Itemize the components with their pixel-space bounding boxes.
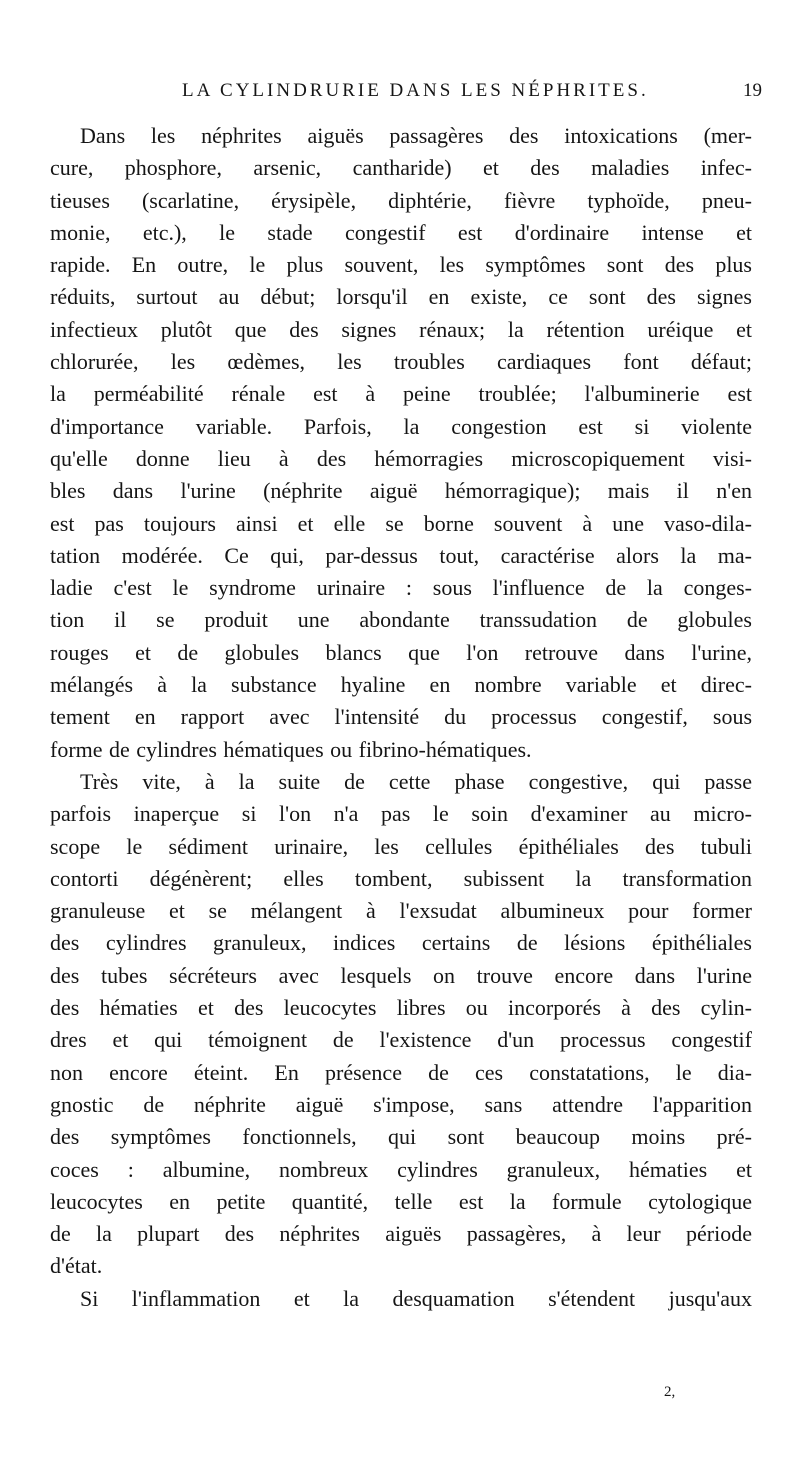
text-line: de la plupart des néphrites aiguës passagères, à leur période [50,1221,752,1247]
text-line: monie, etc.), le stade congestif est d'ordinaire intense et [50,219,752,245]
text-line: non encore éteint. En présence de ces constatations, le dia- [50,1059,752,1085]
text-line: chlorurée, les œdèmes, les troubles cardiaques font défaut; [50,349,752,375]
text-line: d'état. [50,1253,103,1279]
body-text [50,120,752,1315]
text-line: rouges et de globules blancs que l'on retrouve dans l'urine, [50,639,752,665]
text-line: parfois inaperçue si l'on n'a pas le soin d'examiner au micro- [50,801,752,827]
text-line: forme de cylindres hématiques ou fibrino-hématiques. [50,736,532,762]
text-line: mélangés à la substance hyaline en nombre variable et direc- [50,672,752,698]
text-line: d'importance variable. Parfois, la congestion est si violente [50,413,752,439]
page-header [182,80,762,110]
text-line: tieuses (scarlatine, érysipèle, diphtérie, fièvre typhoïde, pneu- [50,187,752,213]
text-line: ladie c'est le syndrome urinaire : sous l'influence de la conges- [50,575,752,601]
text-line: tement en rapport avec l'intensité du processus congestif, sous [50,704,752,730]
text-line: dres et qui témoignent de l'existence d'un processus congestif [50,1027,752,1053]
signature-mark: 2, [664,1384,676,1400]
text-line: bles dans l'urine (néphrite aiguë hémorragique); mais il n'en [50,478,752,504]
text-line: scope le sédiment urinaire, les cellules épithéliales des tubuli [50,833,752,859]
text-line: gnostic de néphrite aiguë s'impose, sans attendre l'apparition [50,1091,752,1117]
text-line: des cylindres granuleux, indices certains de lésions épithéliales [50,930,752,956]
text-line: des hématies et des leucocytes libres ou incorporés à des cylin- [50,995,752,1021]
text-line: réduits, surtout au début; lorsqu'il en existe, ce sont des signes [50,284,752,310]
text-line: cure, phosphore, arsenic, cantharide) et des maladies infec- [50,155,752,181]
text-line: coces : albumine, nombreux cylindres granuleux, hématies et [50,1156,752,1182]
running-title: LA CYLINDRURIE DANS LES NÉPHRITES. [182,80,649,101]
text-line: Très vite, à la suite de cette phase congestive, qui passe [80,768,752,794]
text-line: tion il se produit une abondante transsudation de globules [50,607,752,633]
text-line: leucocytes en petite quantité, telle est la formule cytologique [50,1188,752,1214]
text-line: des tubes sécréteurs avec lesquels on trouve encore dans l'urine [50,962,752,988]
text-line: Si l'inflammation et la desquamation s'étendent jusqu'aux [80,1285,752,1311]
text-line: infectieux plutôt que des signes rénaux; la rétention uréique et [50,316,752,342]
text-line: granuleuse et se mélangent à l'exsudat albumineux pour former [50,898,752,924]
text-line: des symptômes fonctionnels, qui sont beaucoup moins pré- [50,1124,752,1150]
text-line: contorti dégénèrent; elles tombent, subissent la transformation [50,865,752,891]
text-line: la perméabilité rénale est à peine troublée; l'albuminerie est [50,381,752,407]
text-line: rapide. En outre, le plus souvent, les symptômes sont des plus [50,252,752,278]
text-line: Dans les néphrites aiguës passagères des intoxications (mer- [80,123,752,148]
page-number: 19 [743,80,762,101]
text-line: tation modérée. Ce qui, par-dessus tout, caractérise alors la ma- [50,542,752,568]
text-line: qu'elle donne lieu à des hémorragies microscopiquement visi- [50,445,752,471]
text-line: est pas toujours ainsi et elle se borne souvent à une vaso-dila- [50,510,752,536]
